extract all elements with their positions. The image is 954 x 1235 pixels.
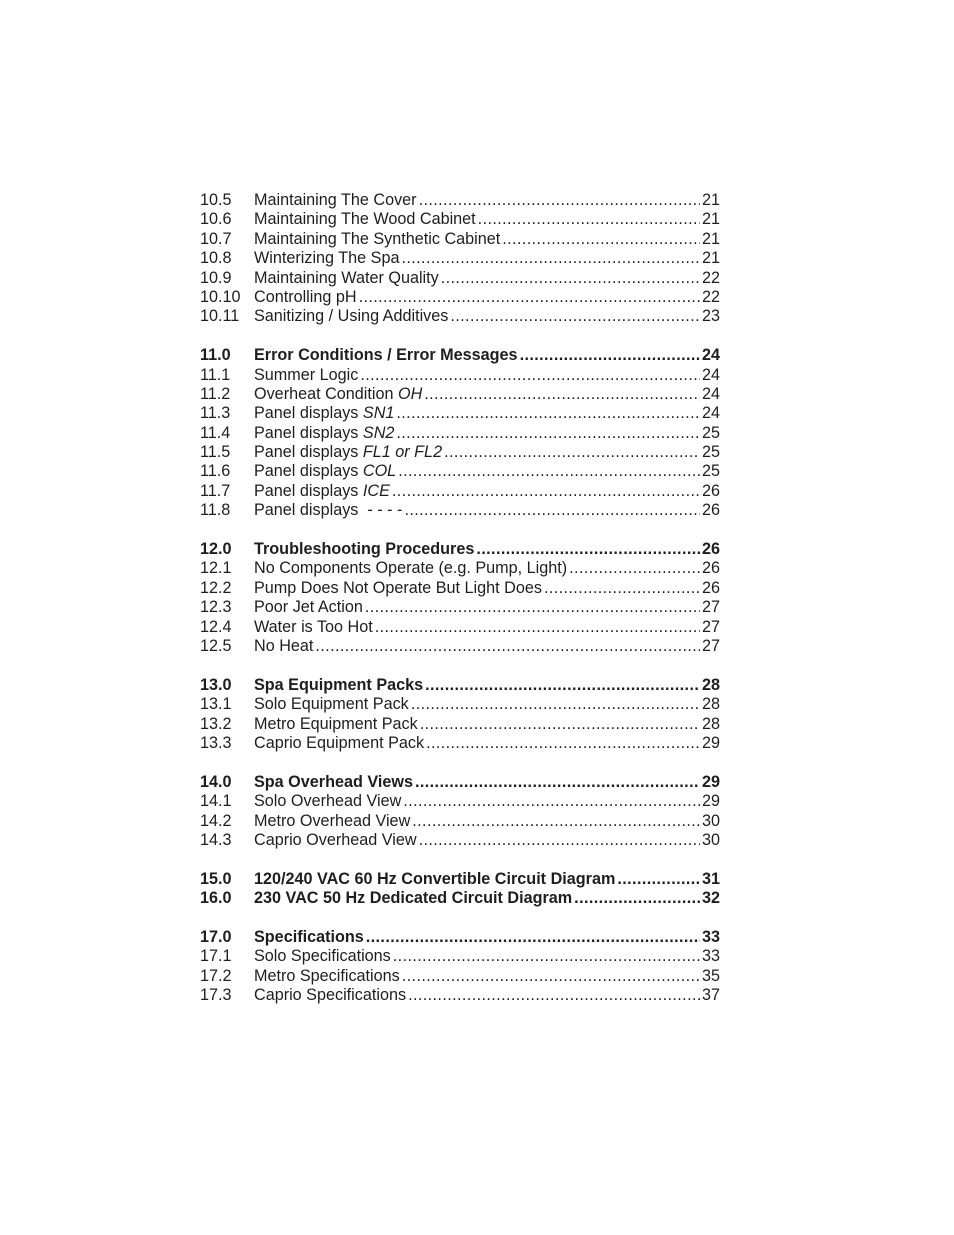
dot-leader <box>402 967 700 986</box>
section-title <box>254 676 423 695</box>
section-number: 17.0 <box>200 927 232 946</box>
section-number: 11.2 <box>200 384 231 403</box>
section-title <box>254 967 400 986</box>
toc-entry <box>200 559 720 578</box>
section-number: 10.8 <box>200 249 232 268</box>
toc-section <box>200 540 720 656</box>
page-number: 26 <box>701 578 720 597</box>
toc-entry <box>200 288 720 307</box>
dot-leader <box>520 346 700 365</box>
section-number: 16.0 <box>200 889 232 908</box>
page-number: 26 <box>701 540 720 559</box>
section-number: 13.3 <box>200 733 232 752</box>
dot-leader <box>478 210 700 229</box>
toc-entry <box>200 501 720 520</box>
section-title-text: Maintaining Water Quality <box>254 268 439 287</box>
section-number: 11.1 <box>200 365 231 384</box>
section-title <box>254 501 402 520</box>
section-number: 10.6 <box>200 210 232 229</box>
section-number: 17.1 <box>200 947 232 966</box>
toc-section <box>200 928 720 1006</box>
section-number: 11.3 <box>200 404 231 423</box>
page-number: 30 <box>701 830 720 849</box>
section-number: 11.7 <box>200 481 231 500</box>
section-title <box>254 462 396 481</box>
section-title-text: Panel displays <box>254 462 363 481</box>
page-number: 24 <box>701 384 720 403</box>
toc-entry <box>200 967 720 986</box>
page-number: 27 <box>701 636 720 655</box>
dot-leader <box>574 889 700 908</box>
toc-entry <box>200 792 720 811</box>
page-number: 27 <box>701 617 720 636</box>
page-number: 24 <box>701 404 720 423</box>
dot-leader <box>411 695 700 714</box>
page-number: 25 <box>701 462 720 481</box>
section-number: 13.2 <box>200 714 232 733</box>
toc-entry <box>200 307 720 326</box>
section-title <box>254 870 615 889</box>
section-title <box>254 443 442 462</box>
display-code: ICE <box>362 481 390 500</box>
page-number: 28 <box>701 695 720 714</box>
page-number: 35 <box>701 966 720 985</box>
toc-entry <box>200 230 720 249</box>
dot-leader <box>375 618 700 637</box>
dot-leader <box>359 288 700 307</box>
toc-heading-entry <box>200 676 720 695</box>
dot-leader <box>365 598 700 617</box>
section-title-text: Winterizing The Spa <box>254 249 400 268</box>
page-number: 22 <box>701 268 720 287</box>
toc-heading-entry <box>200 870 720 889</box>
section-title <box>254 404 394 423</box>
toc-section <box>200 870 720 909</box>
toc-section <box>200 346 720 521</box>
dot-leader <box>420 715 700 734</box>
section-title <box>254 715 418 734</box>
section-title <box>254 482 390 501</box>
toc-section <box>200 676 720 754</box>
page-number: 27 <box>701 598 720 617</box>
section-title <box>254 191 417 210</box>
toc-heading-entry <box>200 928 720 947</box>
section-title <box>254 385 422 404</box>
section-title <box>254 637 313 656</box>
dot-leader <box>441 269 700 288</box>
dot-leader <box>476 540 700 559</box>
toc-heading-entry <box>200 346 720 365</box>
toc-entry <box>200 812 720 831</box>
toc-entry <box>200 579 720 598</box>
section-number: 12.5 <box>200 636 232 655</box>
toc-entry <box>200 598 720 617</box>
section-number: 13.0 <box>200 675 232 694</box>
section-title <box>254 540 474 559</box>
section-title <box>254 346 518 365</box>
toc-section <box>200 773 720 851</box>
section-title-text: Summer Logic <box>254 365 359 384</box>
dot-leader <box>360 366 700 385</box>
toc-entry <box>200 385 720 404</box>
section-title <box>254 889 572 908</box>
section-number: 10.10 <box>200 287 241 306</box>
toc-entry <box>200 831 720 850</box>
dot-leader <box>569 559 700 578</box>
page-number: 30 <box>701 811 720 830</box>
display-code: SN1 <box>362 404 395 423</box>
section-title <box>254 928 364 947</box>
table-of-contents <box>200 191 720 1025</box>
dot-leader <box>401 249 700 268</box>
section-title-text: Overheat Condition <box>254 384 398 403</box>
dot-leader <box>424 385 700 404</box>
dot-leader <box>419 191 700 210</box>
section-number: 11.5 <box>200 443 231 462</box>
display-code: OH <box>397 384 423 403</box>
section-number: 13.1 <box>200 695 232 714</box>
section-number: 12.1 <box>200 559 232 578</box>
toc-entry <box>200 210 720 229</box>
section-title-text: Specifications <box>254 927 364 946</box>
page-number: 23 <box>701 307 720 326</box>
section-title-text: Metro Overhead View <box>254 811 411 830</box>
section-title-text: Water is Too Hot <box>254 617 373 636</box>
section-title <box>254 288 357 307</box>
section-number: 12.0 <box>200 540 232 559</box>
toc-entry <box>200 947 720 966</box>
toc-entry <box>200 715 720 734</box>
section-title-text: Metro Equipment Pack <box>254 714 418 733</box>
section-number: 11.6 <box>200 462 231 481</box>
display-code: SN2 <box>362 423 395 442</box>
dot-leader <box>412 812 700 831</box>
page-number: 28 <box>701 675 720 694</box>
section-title <box>254 424 394 443</box>
toc-entry <box>200 618 720 637</box>
dot-leader <box>408 986 700 1005</box>
toc-entry <box>200 637 720 656</box>
section-title <box>254 792 401 811</box>
dot-leader <box>450 307 700 326</box>
section-title <box>254 812 410 831</box>
toc-entry <box>200 695 720 714</box>
page-number: 24 <box>701 346 720 365</box>
page-number: 33 <box>701 927 720 946</box>
toc-entry <box>200 986 720 1005</box>
page-number: 28 <box>701 714 720 733</box>
section-number: 10.11 <box>200 307 240 326</box>
section-title <box>254 831 417 850</box>
section-number: 14.3 <box>200 830 232 849</box>
toc-heading-entry <box>200 889 720 908</box>
section-number: 14.1 <box>200 792 232 811</box>
dot-leader <box>315 637 700 656</box>
section-title-text: Maintaining The Synthetic Cabinet <box>254 229 501 248</box>
display-code: FL1 or FL2 <box>362 443 443 462</box>
page-number: 31 <box>701 869 720 888</box>
section-number: 10.9 <box>200 268 232 287</box>
section-title <box>254 579 542 598</box>
toc-entry <box>200 404 720 423</box>
toc-entry <box>200 482 720 501</box>
section-title <box>254 249 399 268</box>
section-number: 17.3 <box>200 986 232 1005</box>
section-title <box>254 773 413 792</box>
page-number: 24 <box>701 365 720 384</box>
page-number: 29 <box>701 792 720 811</box>
section-title-text: No Heat <box>254 636 314 655</box>
page-number: 25 <box>701 423 720 442</box>
dot-leader <box>544 579 700 598</box>
toc-section <box>200 191 720 327</box>
section-number: 14.2 <box>200 811 232 830</box>
toc-entry <box>200 269 720 288</box>
section-number: 11.0 <box>200 346 231 365</box>
dot-leader <box>502 230 700 249</box>
page-number: 25 <box>701 443 720 462</box>
section-title <box>254 695 409 714</box>
section-title-text: Panel displays <box>254 404 363 423</box>
section-title <box>254 986 406 1005</box>
section-number: 12.4 <box>200 617 232 636</box>
page-number: 21 <box>701 210 720 229</box>
page-number: 37 <box>701 986 720 1005</box>
section-title-text: Sanitizing / Using Additives <box>254 307 449 326</box>
toc-heading-entry <box>200 773 720 792</box>
toc-entry <box>200 191 720 210</box>
page-number: 29 <box>701 733 720 752</box>
dot-leader <box>419 831 700 850</box>
page-number: 26 <box>701 559 720 578</box>
section-title-text: No Components Operate (e.g. Pump, Light) <box>254 559 568 578</box>
page-number: 21 <box>701 249 720 268</box>
toc-heading-entry <box>200 540 720 559</box>
page-number: 21 <box>701 191 720 209</box>
section-title <box>254 559 567 578</box>
section-number: 14.0 <box>200 772 232 791</box>
section-title-text: Panel displays - - - - <box>254 501 403 520</box>
section-title-text: Panel displays <box>254 423 363 442</box>
section-title <box>254 947 391 966</box>
dot-leader <box>415 773 700 792</box>
section-title <box>254 734 424 753</box>
section-title-text: Pump Does Not Operate But Light Does <box>254 578 542 597</box>
page-number: 21 <box>701 229 720 248</box>
section-title-text: Poor Jet Action <box>254 598 363 617</box>
toc-entry <box>200 443 720 462</box>
section-number: 10.7 <box>200 229 232 248</box>
dot-leader <box>392 482 700 501</box>
dot-leader <box>425 676 700 695</box>
page-number: 26 <box>701 501 720 520</box>
toc-entry <box>200 424 720 443</box>
section-title-text: 230 VAC 50 Hz Dedicated Circuit Diagram <box>254 889 573 908</box>
dot-leader <box>404 501 700 520</box>
dot-leader <box>426 734 700 753</box>
section-title-text: Panel displays <box>254 443 363 462</box>
section-title-text: Caprio Equipment Pack <box>254 733 425 752</box>
section-title-text: Caprio Overhead View <box>254 830 417 849</box>
section-title-text: Spa Equipment Packs <box>254 675 424 694</box>
section-title <box>254 307 448 326</box>
section-title-text: Maintaining The Cover <box>254 191 417 209</box>
section-title-text: Caprio Specifications <box>254 986 407 1005</box>
section-title-text: Maintaining The Wood Cabinet <box>254 210 476 229</box>
section-title-text: Error Conditions / Error Messages <box>254 346 518 365</box>
dot-leader <box>396 404 700 423</box>
dot-leader <box>403 792 700 811</box>
section-title-text: Troubleshooting Procedures <box>254 540 475 559</box>
section-title-text: Solo Overhead View <box>254 792 402 811</box>
dot-leader <box>393 947 700 966</box>
section-title <box>254 269 439 288</box>
section-number: 17.2 <box>200 966 232 985</box>
page-number: 22 <box>701 287 720 306</box>
section-title-text: 120/240 VAC 60 Hz Convertible Circuit Diagram <box>254 869 616 888</box>
section-title-text: Solo Equipment Pack <box>254 695 409 714</box>
dot-leader <box>398 462 700 481</box>
section-number: 11.4 <box>200 423 231 442</box>
page-number: 32 <box>701 889 720 908</box>
section-title <box>254 230 500 249</box>
toc-entry <box>200 462 720 481</box>
section-number: 12.2 <box>200 578 232 597</box>
page-number: 33 <box>701 947 720 966</box>
toc-entry <box>200 734 720 753</box>
page-number: 29 <box>701 772 720 791</box>
dot-leader <box>444 443 700 462</box>
section-title-text: Solo Specifications <box>254 947 391 966</box>
section-title-text: Controlling pH <box>254 287 357 306</box>
section-number: 15.0 <box>200 869 232 888</box>
display-code: COL <box>362 462 397 481</box>
toc-entry <box>200 366 720 385</box>
section-number: 11.8 <box>200 501 231 520</box>
section-title-text: Spa Overhead Views <box>254 772 413 791</box>
page-number: 26 <box>701 481 720 500</box>
section-title <box>254 210 476 229</box>
section-title-text: Metro Specifications <box>254 966 400 985</box>
toc-entry <box>200 249 720 268</box>
dot-leader <box>366 928 700 947</box>
section-title <box>254 618 373 637</box>
section-title-text: Panel displays <box>254 481 363 500</box>
section-number: 12.3 <box>200 598 232 617</box>
dot-leader <box>396 424 700 443</box>
section-number: 10.5 <box>200 191 232 209</box>
section-title <box>254 598 363 617</box>
dot-leader <box>617 870 700 889</box>
section-title <box>254 366 358 385</box>
